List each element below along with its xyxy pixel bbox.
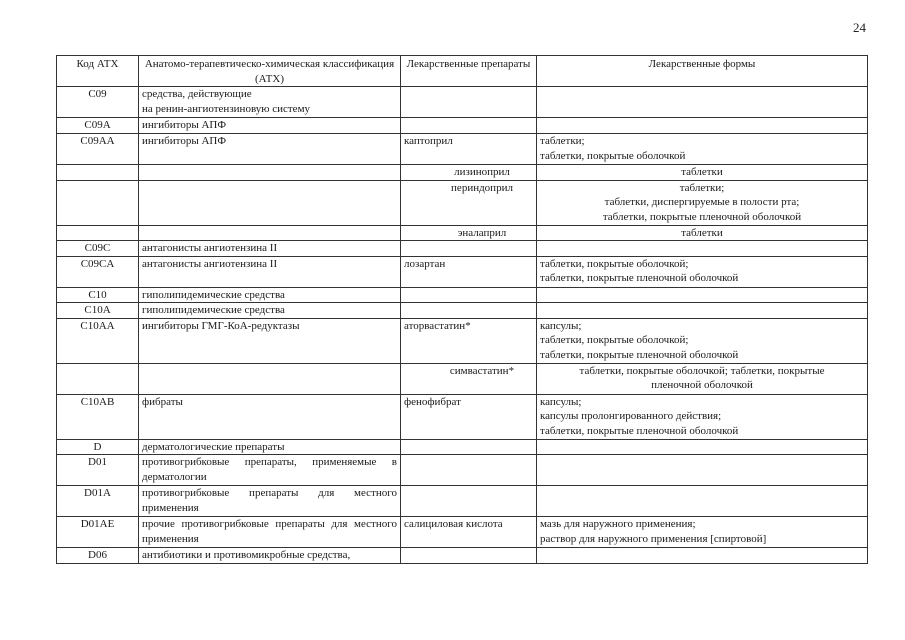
atc-code: [57, 180, 139, 225]
atc-classification: [139, 165, 401, 181]
atc-code: D01: [57, 455, 139, 486]
atc-classification: дерматологические препараты: [139, 439, 401, 455]
atc-code: C10AA: [57, 318, 139, 363]
dosage-forms: [537, 439, 868, 455]
drug-name: [401, 287, 537, 303]
table-row: [57, 455, 868, 486]
table-row: [57, 134, 868, 165]
atc-code: C09AA: [57, 134, 139, 165]
classification-line: средства, действующие: [142, 88, 252, 100]
form-line: таблетки, покрытые пленочной оболочкой: [540, 272, 739, 284]
drug-name: периндоприл: [401, 180, 537, 225]
form-line: капсулы;: [540, 395, 582, 408]
form-line: мазь для наружного применения;: [540, 518, 696, 530]
drug-name: [401, 439, 537, 455]
form-line: таблетки;: [540, 135, 585, 147]
dosage-forms: [537, 548, 868, 564]
page-number: 24: [853, 20, 866, 35]
table-row: [57, 318, 868, 363]
table-row: [57, 225, 868, 241]
table-row: [57, 363, 868, 394]
dosage-forms: [537, 118, 868, 134]
form-line: таблетки, покрытые оболочкой: [540, 149, 686, 162]
atc-code: C09: [57, 87, 139, 118]
drug-name: [401, 455, 537, 486]
drug-name: симвастатин*: [401, 363, 537, 394]
atc-classification: ингибиторы ГМГ-КоА-редуктазы: [139, 318, 401, 363]
atc-code: [57, 165, 139, 181]
atc-code: C09C: [57, 241, 139, 257]
dosage-forms: [537, 486, 868, 517]
drug-name: аторвастатин*: [401, 318, 537, 363]
atc-code: C09A: [57, 118, 139, 134]
table-row: [57, 118, 868, 134]
form-line: таблетки, покрытые пленочной оболочкой: [540, 348, 739, 361]
dosage-forms: [537, 180, 868, 225]
form-line: пленочной оболочкой: [651, 379, 753, 391]
table-row: [57, 87, 868, 118]
atc-classification: ингибиторы АПФ: [139, 134, 401, 165]
form-line: таблетки, покрытые оболочкой;: [540, 257, 689, 270]
form-line: капсулы;: [540, 319, 582, 332]
atc-classification: антагонисты ангиотензина II: [139, 256, 401, 287]
drug-name: эналаприл: [401, 225, 537, 241]
dosage-forms: [537, 87, 868, 118]
atc-classification: противогрибковые препараты для местного применения: [139, 486, 401, 517]
form-line: раствор для наружного применения [спиртовой]: [540, 532, 767, 545]
table-row: [57, 180, 868, 225]
form-line: таблетки, покрытые оболочкой; таблетки, покрытые: [579, 364, 825, 377]
dosage-forms: [537, 134, 868, 165]
dosage-forms: [537, 394, 868, 439]
table-row: [57, 287, 868, 303]
table-row: [57, 548, 868, 564]
atc-classification: [139, 180, 401, 225]
atc-classification: противогрибковые препараты, применяемые в дерматологии: [139, 455, 401, 486]
atc-code: C09CA: [57, 256, 139, 287]
atc-classification: антагонисты ангиотензина II: [139, 241, 401, 257]
table-row: [57, 394, 868, 439]
atc-classification: ингибиторы АПФ: [139, 118, 401, 134]
table-row: [57, 241, 868, 257]
drug-name: фенофибрат: [401, 394, 537, 439]
drug-name: салициловая кислота: [401, 517, 537, 548]
dosage-forms: таблетки: [537, 165, 868, 181]
drug-name: [401, 87, 537, 118]
table-row: [57, 486, 868, 517]
dosage-forms: [537, 287, 868, 303]
atc-code: [57, 225, 139, 241]
table-row: [57, 256, 868, 287]
atc-classification: прочие противогрибковые препараты для местного применения: [139, 517, 401, 548]
atc-classification: гиполипидемические средства: [139, 287, 401, 303]
atc-classification: антибиотики и противомикробные средства,: [139, 548, 401, 564]
atc-code: D06: [57, 548, 139, 564]
table-row: [57, 303, 868, 319]
dosage-forms: [537, 256, 868, 287]
dosage-forms: [537, 455, 868, 486]
form-line: капсулы пролонгированного действия;: [540, 410, 722, 422]
atc-code: D01A: [57, 486, 139, 517]
header-drugs: Лекарственные препараты: [401, 56, 537, 87]
header-code: Код АТХ: [57, 56, 139, 87]
dosage-forms: [537, 303, 868, 319]
atc-code: [57, 363, 139, 394]
header-forms: Лекарственные формы: [537, 56, 868, 87]
atc-code: C10: [57, 287, 139, 303]
table-row: [57, 517, 868, 548]
atc-classification: гиполипидемические средства: [139, 303, 401, 319]
dosage-forms: таблетки: [537, 225, 868, 241]
table-row: [57, 165, 868, 181]
drug-name: [401, 118, 537, 134]
atc-classification-table: [56, 55, 868, 564]
drug-name: [401, 486, 537, 517]
form-line: таблетки, покрытые оболочкой;: [540, 334, 689, 346]
atc-code: D: [57, 439, 139, 455]
form-line: таблетки, диспергируемые в полости рта;: [604, 196, 800, 208]
dosage-forms: [537, 318, 868, 363]
drug-name: каптоприл: [401, 134, 537, 165]
form-line: таблетки;: [679, 181, 725, 194]
dosage-forms: [537, 241, 868, 257]
dosage-forms: [537, 517, 868, 548]
drug-name: [401, 241, 537, 257]
drug-name: [401, 548, 537, 564]
atc-classification: [139, 87, 401, 118]
table-row: [57, 439, 868, 455]
form-line: таблетки, покрытые пленочной оболочкой: [602, 210, 802, 223]
classification-line: на ренин-ангиотензиновую систему: [142, 102, 311, 115]
header-classification: Анатомо-терапевтическо-химическая классификация (АТХ): [139, 56, 401, 87]
dosage-forms: [537, 363, 868, 394]
drug-name: [401, 303, 537, 319]
atc-classification: [139, 225, 401, 241]
atc-classification: [139, 363, 401, 394]
drug-name: лозартан: [401, 256, 537, 287]
atc-code: C10A: [57, 303, 139, 319]
table-header-row: [57, 56, 868, 87]
drug-name: лизиноприл: [401, 165, 537, 181]
atc-code: C10AB: [57, 394, 139, 439]
atc-classification: фибраты: [139, 394, 401, 439]
form-line: таблетки, покрытые пленочной оболочкой: [540, 424, 739, 437]
atc-code: D01AE: [57, 517, 139, 548]
